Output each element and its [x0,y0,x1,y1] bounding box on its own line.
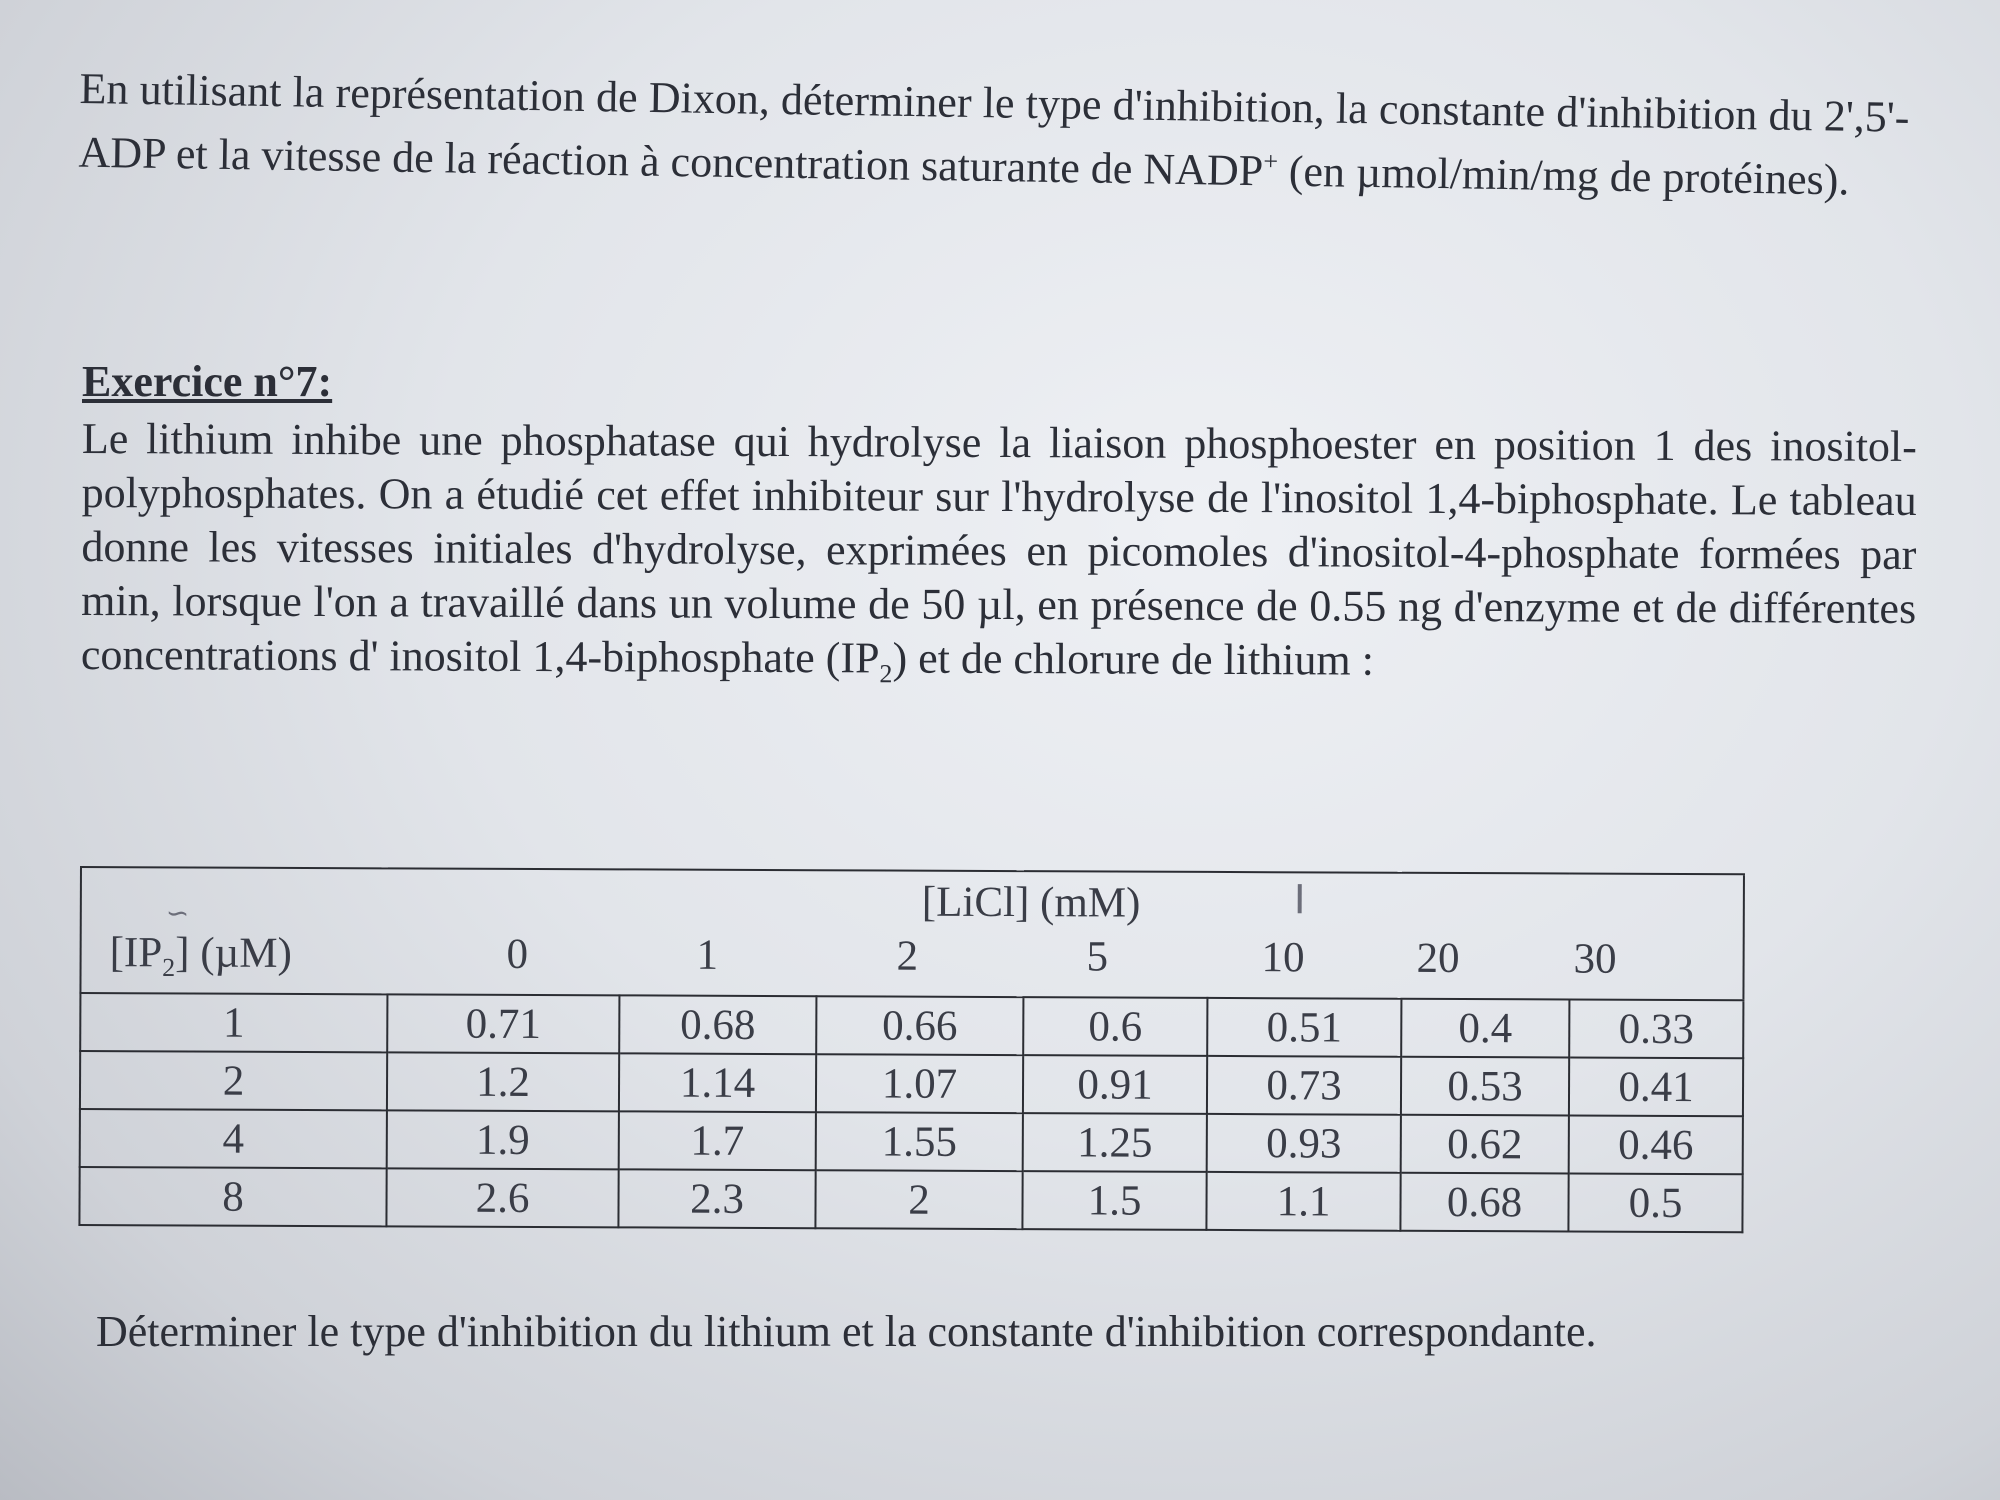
value-cell: 1.55 [816,1112,1023,1171]
licl-conc-2: 2 [896,932,919,980]
ip2-axis-label [109,928,292,983]
value-cell: 1.9 [387,1110,619,1169]
value-cell: 1.7 [619,1111,816,1170]
exercise-text-a: Le lithium inhibe une phosphatase qui hydrolyse la liaison phosphoester en position 1 des inositol-polyphosphates. On a étudié cet effet inhibiteur sur l'hydrolyse de l'inositol 1,4-biphosphate. Le tableau donne les vitesses initiales d'hydrolyse, exprimées en picomoles d'inositol-4-phosphate formées par min, lorsque l'on a travaillé dans un volume de 50 µl, en présence de 0.55 ng d'enzyme et de différentes concentrations d' inositol 1,4-biphosphate (IP [80,413,1917,683]
licl-conc-30: 30 [1573,935,1617,983]
value-cell: 0.68 [619,995,816,1054]
kinetics-table [78,866,1745,1233]
exercise-paragraph [81,412,1917,706]
value-cell: 0.53 [1401,1057,1569,1116]
ip2-cell: 4 [80,1109,387,1168]
value-cell: 0.68 [1400,1173,1568,1232]
licl-conc-1: 1 [696,931,719,979]
value-cell: 2 [815,1170,1022,1229]
table-header [80,867,1744,1000]
value-cell: 0.91 [1023,1055,1207,1114]
value-cell: 0.73 [1207,1056,1401,1115]
value-cell: 0.66 [816,996,1023,1055]
value-cell: 1.5 [1022,1171,1206,1230]
value-cell: 0.93 [1207,1114,1401,1173]
handwritten-i-mark: I [1293,877,1306,924]
value-cell: 0.62 [1401,1115,1569,1174]
licl-conc-10: 10 [1261,934,1305,982]
value-cell: 1.1 [1206,1172,1400,1231]
intro-paragraph [78,62,1910,208]
value-cell: 0.41 [1569,1057,1743,1116]
ip2-cell: 2 [80,1051,387,1110]
value-cell: 0.33 [1569,1000,1743,1059]
handwritten-tilde-mark: ∽ [165,896,190,930]
value-cell: 0.46 [1569,1115,1743,1174]
table-row [79,1167,1742,1232]
intro-text-a: En utilisant la représentation de Dixon, déterminer le type d'inhibition, la constante d'inhibition du 2',5'-ADP et la vitesse de la réaction à concentration saturante de NADP [78,63,1910,196]
ip2-label-unit: ] (µM) [175,929,293,977]
licl-conc-5: 5 [1086,933,1109,981]
ip2-label-sub: 2 [162,952,176,983]
kinetics-table-wrapper [78,866,1745,1233]
value-cell: 2.6 [386,1168,618,1227]
value-cell: 0.71 [387,994,619,1053]
table-row [80,1109,1743,1174]
value-cell: 1.25 [1023,1113,1207,1172]
value-cell: 0.51 [1207,998,1401,1057]
licl-axis-label: [LiCl] (mM) [921,878,1141,927]
ip2-cell: 1 [80,993,387,1052]
table-row [80,993,1743,1058]
nadp-superscript: + [1263,146,1279,176]
value-cell: 1.2 [387,1052,619,1111]
exercise-title: Exercice n°7: [82,357,333,406]
value-cell: 2.3 [618,1169,815,1228]
value-cell: 0.5 [1568,1173,1742,1232]
licl-conc-20: 20 [1416,934,1460,983]
licl-conc-0: 0 [506,930,529,978]
ip2-label-text: [IP [109,929,163,977]
value-cell: 0.6 [1023,997,1207,1056]
value-cell: 1.14 [619,1053,816,1112]
exercise-text-b: ) et de chlorure de lithium : [892,633,1375,685]
table-row [80,1051,1743,1116]
value-cell: 1.07 [816,1054,1023,1113]
conclusion-question: Déterminer le type d'inhibition du lithium et la constante d'inhibition correspondante. [96,1307,1597,1356]
intro-text-b: (en µmol/min/mg de protéines). [1277,146,1850,205]
value-cell: 0.4 [1401,999,1569,1058]
ip2-subscript: 2 [879,659,893,689]
ip2-cell: 8 [79,1167,386,1226]
